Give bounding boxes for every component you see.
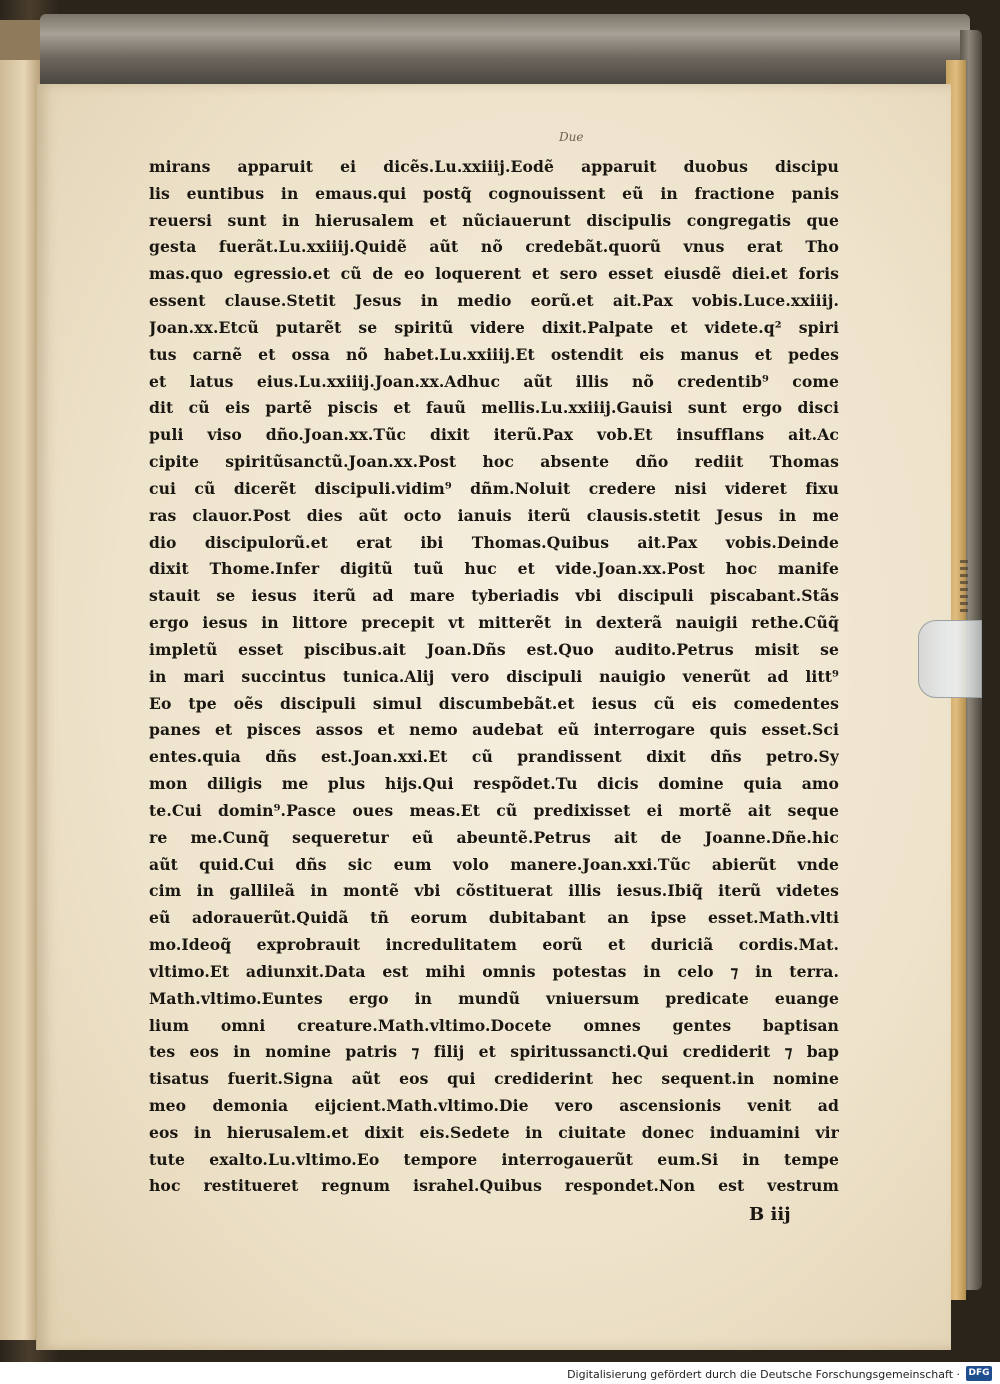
text-line: tes eos in nomine patris ⁊ filij et spiritussancti.Qui crediderit ⁊ bap (149, 1042, 839, 1062)
footer-credit: Digitalisierung gefördert durch die Deutsche Forschungsgemeinschaft · (567, 1368, 960, 1381)
text-line: eos in hierusalem.et dixit eis.Sedete in ciuitate donec induamini vir (149, 1122, 839, 1142)
text-line: tus carnẽ et ossa nõ habet.Lu.xxiiij.Et ostendit eis manus et pedes (149, 344, 839, 364)
text-line: Math.vltimo.Euntes ergo in mundũ vniuersum predicate euange (149, 988, 839, 1008)
marginal-note: Due (559, 130, 584, 144)
dfg-logo: DFG (966, 1366, 992, 1381)
text-line: te.Cui domin⁹.Pasce oues meas.Et cũ predixisset ei mortẽ ait seque (149, 800, 839, 820)
text-line: re me.Cunq̃ sequeretur eũ abeuntẽ.Petrus ait de Joanne.Dñe.hic (149, 827, 839, 847)
text-line: mirans apparuit ei dicẽs.Lu.xxiiij.Eodẽ apparuit duobus discipu (149, 157, 839, 176)
text-line: entes.quia dñs est.Joan.xxi.Et cũ prandissent dixit dñs petro.Sy (149, 747, 839, 767)
text-line: cui cũ dicerẽt discipuli.vidim⁹ dñm.Noluit credere nisi videret fixu (149, 478, 839, 498)
text-line: Joan.xx.Etcũ putarẽt se spiritũ videre dixit.Palpate et videte.q² spiri (149, 317, 839, 337)
text-line: essent clause.Stetit Jesus in medio eorũ.et ait.Pax vobis.Luce.xxiiij. (149, 291, 839, 311)
text-line: ergo iesus in littore precepit vt mitterẽt in dexterã nauigii rethe.Cũq̃ (149, 613, 839, 633)
text-line: tute exalto.Lu.vltimo.Eo tempore interrogauerũt eum.Si in tempe (149, 1149, 839, 1169)
text-line: ras clauor.Post dies aũt octo ianuis iterũ clausis.stetit Jesus in me (149, 505, 839, 525)
book-top-edge (40, 14, 970, 94)
text-line: dit cũ eis partẽ piscis et fauũ mellis.Lu.xxiiij.Gauisi sunt ergo disci (149, 398, 839, 418)
text-line: puli viso dño.Joan.xx.Tũc dixit iterũ.Pax vob.Et insufflans ait.Ac (149, 425, 839, 445)
text-line: et latus eius.Lu.xxiiij.Joan.xx.Adhuc aũt illis nõ credentib⁹ come (149, 371, 839, 391)
text-line: meo demonia eijcient.Math.vltimo.Die vero ascensionis venit ad (149, 1095, 839, 1115)
book-clip (918, 620, 982, 698)
text-line: mas.quo egressio.et cũ de eo loquerent et sero esset eiusdẽ diei.et foris (149, 264, 839, 284)
text-line: mo.Ideoq̃ exprobrauit incredulitatem eorũ et duriciã cordis.Mat. (149, 935, 839, 955)
text-line: gesta fuerãt.Lu.xxiiij.Quidẽ aũt nõ credebãt.quorũ vnus erat Tho (149, 237, 839, 257)
text-line: in mari succintus tunica.Alij vero discipuli nauigio venerũt ad litt⁹ (149, 666, 839, 686)
page-text-block (149, 154, 839, 1200)
margin-mark (960, 560, 968, 612)
text-line: panes et pisces assos et nemo audebat eũ interrogare quis esset.Sci (149, 720, 839, 740)
text-line: reuersi sunt in hierusalem et nũciauerunt discipulis congregatis que (149, 210, 839, 230)
text-line: mon diligis me plus hijs.Qui respõdet.Tu dicis domine quia amo (149, 774, 839, 794)
text-line: lis euntibus in emaus.qui postq̃ cognouissent eũ in fractione panis (149, 183, 839, 203)
text-line: aũt quid.Cui dñs sic eum volo manere.Joan.xxi.Tũc abierũt vnde (149, 854, 839, 874)
text-line: cipite spiritũsanctũ.Joan.xx.Post hoc absente dño rediit Thomas (149, 452, 839, 472)
text-line: hoc restitueret regnum israhel.Quibus respondet.Non est vestrum (149, 1176, 839, 1196)
text-line: dio discipulorũ.et erat ibi Thomas.Quibus ait.Pax vobis.Deinde (149, 532, 839, 552)
page-signature: B iij (749, 1204, 791, 1225)
text-line: stauit se iesus iterũ ad mare tyberiadis vbi discipuli piscabant.Stãs (149, 586, 839, 606)
text-line: lium omni creature.Math.vltimo.Docete omnes gentes baptisan (149, 1015, 839, 1035)
text-line: Eo tpe oẽs discipuli simul discumbebãt.et iesus cũ eis comedentes (149, 693, 839, 713)
text-line: dixit Thome.Infer digitũ tuũ huc et vide.Joan.xx.Post hoc manife (149, 559, 839, 579)
text-line: cim in gallileã in montẽ vbi cõstituerat illis iesus.Ibiq̃ iterũ videtes (149, 881, 839, 901)
text-line: vltimo.Et adiunxit.Data est mihi omnis potestas in celo ⁊ in terra. (149, 961, 839, 981)
text-line: impletũ esset piscibus.ait Joan.Dñs est.Quo audito.Petrus misit se (149, 639, 839, 659)
footer-bar (0, 1362, 1000, 1384)
text-line: tisatus fuerit.Signa aũt eos qui crediderint hec sequent.in nomine (149, 1069, 839, 1089)
book-page (36, 84, 951, 1350)
text-line: eũ adorauerũt.Quidã tñ eorum dubitabant an ipse esset.Math.vlti (149, 908, 839, 928)
